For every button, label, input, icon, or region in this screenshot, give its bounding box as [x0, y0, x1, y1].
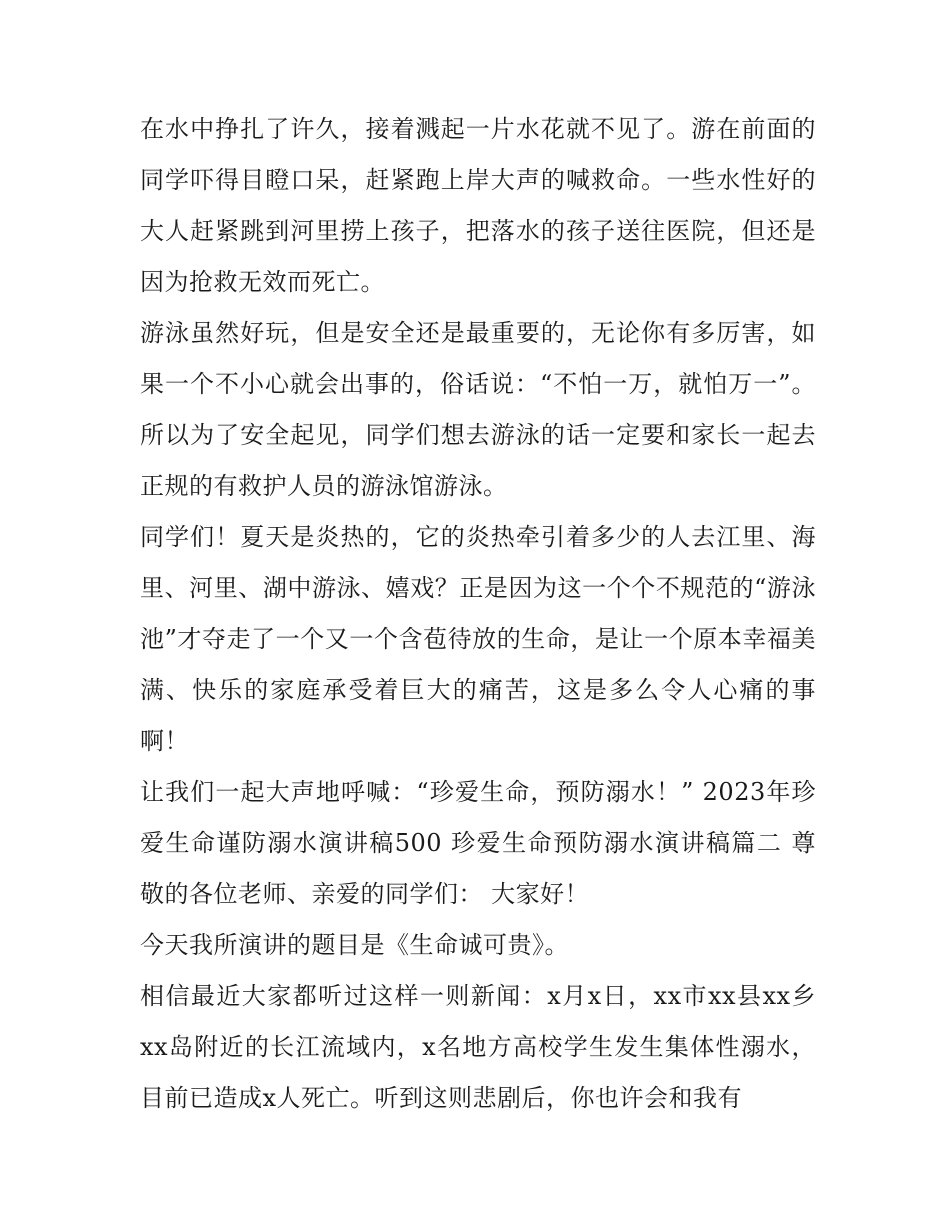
paragraph-summer-appeal: 同学们！夏天是炎热的，它的炎热牵引着多少的人去江里、海里、河里、湖中游泳、嬉戏？正是因为这一个个不规范的“游泳池”才夺走了一个又一个含苞待放的生命，是让一个原本幸福美满、快乐的家庭承受着巨大的痛苦，这是多么令人心痛的事啊！	[140, 523, 816, 755]
paragraph-news-report: 相信最近大家都听过这样一则新闻：x月x日，xx市xx县xx乡xx岛附近的长江流域内，x名地方高校学生发生集体性溺水，目前已造成x人死亡。听到这则悲剧后，你也许会和我有	[140, 982, 816, 1112]
paragraph-slogan-and-greeting: 让我们一起大声地呼喊：“珍爱生命，预防溺水！” 2023年珍爱生命谨防溺水演讲稿500 珍爱生命预防溺水演讲稿篇二 尊敬的各位老师、亲爱的同学们： 大家好！	[140, 778, 816, 908]
paragraph-swimming-safety: 游泳虽然好玩，但是安全还是最重要的，无论你有多厉害，如果一个不小心就会出事的，俗话说：“不怕一万，就怕万一”。所以为了安全起见，同学们想去游泳的话一定要和家长一起去正规的有救护人员的游泳馆游泳。	[140, 319, 816, 500]
paragraph-drowning-incident: 在水中挣扎了许久，接着溅起一片水花就不见了。游在前面的同学吓得目瞪口呆，赶紧跑上岸大声的喊救命。一些水性好的大人赶紧跳到河里捞上孩子，把落水的孩子送往医院，但还是因为抢救无效而死亡。	[140, 115, 816, 296]
document-page	[140, 104, 816, 1124]
paragraph-speech-title: 今天我所演讲的题目是《生命诚可贵》。	[140, 931, 569, 959]
